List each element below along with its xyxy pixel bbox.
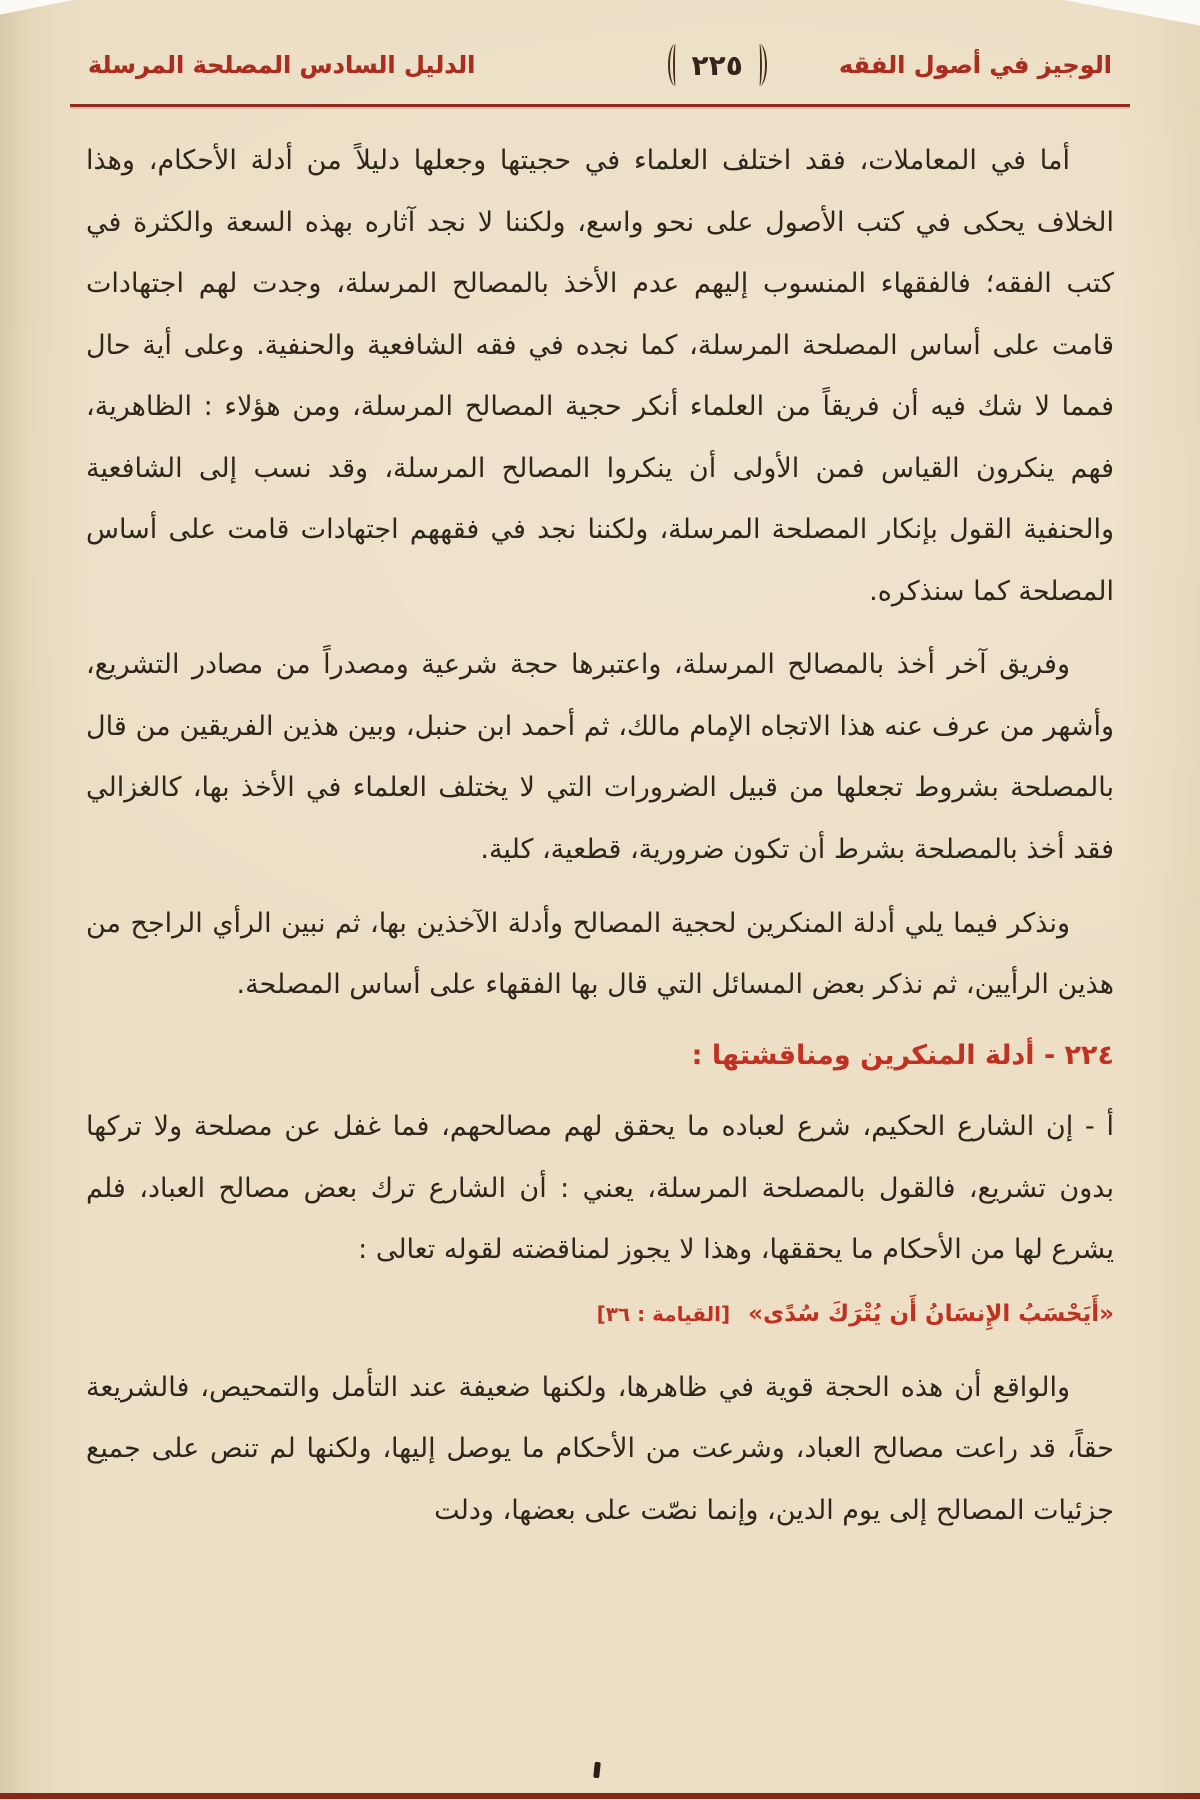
page-body — [86, 130, 1114, 1553]
quran-verse-line — [86, 1293, 1114, 1337]
bottom-edge-line — [0, 1793, 1200, 1799]
ornament-right-icon — [752, 44, 767, 86]
bottom-mark — [593, 1762, 601, 1779]
page-number: ٢٢٥ — [691, 48, 743, 82]
body-paragraph-point-a: أ - إن الشارع الحكيم، شرع لعباده ما يحقق لهم مصالحهم، فما غفل عن مصلحة ولا تركها بدون تشريع، فالقول بالمصلحة المرسلة، يعني : أن الشارع ترك بعض مصالح العباد، فلم يشرع لها من الأحكام ما يحققها، وهذا لا يجوز لمناقضته لقوله تعالى : — [86, 1111, 1114, 1266]
header-book-title: الوجيز في أصول الفقه — [839, 51, 1112, 79]
verse-reference: [القيامة : ٣٦] — [596, 1301, 731, 1326]
body-paragraph: والواقع أن هذه الحجة قوية في ظاهرها، ولكنها ضعيفة عند التأمل والتمحيص، فالشريعة حقاً، قد راعت مصالح العباد، وشرعت من الأحكام ما يوصل إليها، ولكنها لم تنص على جميع جزئيات المصالح إلى يوم الدين، وإنما نصّت على بعضها، ودلت — [86, 1371, 1114, 1526]
header-rule — [70, 104, 1130, 107]
page-number-ornament — [668, 44, 767, 86]
section-heading: ٢٢٤ - أدلة المنكرين ومناقشتها : — [691, 1039, 1114, 1071]
body-paragraph: أما في المعاملات، فقد اختلف العلماء في حجيتها وجعلها دليلاً من أدلة الأحكام، وهذا الخلاف يحكى في كتب الأصول على نحو واسع، ولكننا لا نجد آثاره بهذه السعة والكثرة في كتب الفقه؛ فالفقهاء المنسوب إليهم عدم الأخذ بالمصالح المرسلة، وجدت لهم اجتهادات قامت على أساس المصلحة المرسلة، كما نجده في فقه الشافعية والحنفية. وعلى أية حال فمما لا شك فيه أن فريقاً من العلماء أنكر حجية المصالح المرسلة، ومن هؤلاء : الظاهرية، فهم ينكرون القياس فمن الأولى أن ينكروا المصالح المرسلة، وقد نسب إلى الشافعية والحنفية القول بإنكار المصلحة المرسلة، ولكننا نجد في فقههم اجتهادات قامت على أساس المصلحة كما سنذكره. — [86, 145, 1114, 607]
page-header — [88, 44, 1112, 86]
ornament-left-icon — [668, 44, 683, 86]
quran-verse: «أَيَحْسَبُ الإِنسَانُ أَن يُتْرَكَ سُدًى» — [748, 1300, 1114, 1327]
body-paragraph: وفريق آخر أخذ بالمصالح المرسلة، واعتبرها حجة شرعية ومصدراً من مصادر التشريع، وأشهر من عرف عنه هذا الاتجاه الإمام مالك، ثم أحمد ابن حنبل، وبين هذين الفريقين من قال بالمصلحة بشروط تجعلها من قبيل الضرورات التي لا يختلف العلماء في الأخذ بها، كالغزالي فقد أخذ بالمصلحة بشرط أن تكون ضرورية، قطعية، كلية. — [86, 649, 1114, 866]
body-paragraph: ونذكر فيما يلي أدلة المنكرين لحجية المصالح وأدلة الآخذين بها، ثم نبين الرأي الراجح من هذين الرأيين، ثم نذكر بعض المسائل التي قال بها الفقهاء على أساس المصلحة. — [86, 907, 1114, 1001]
header-section-title: الدليل السادس المصلحة المرسلة — [88, 51, 476, 79]
scan-corner-top-right — [1040, 0, 1200, 30]
scan-corner-top-left — [0, 0, 90, 18]
